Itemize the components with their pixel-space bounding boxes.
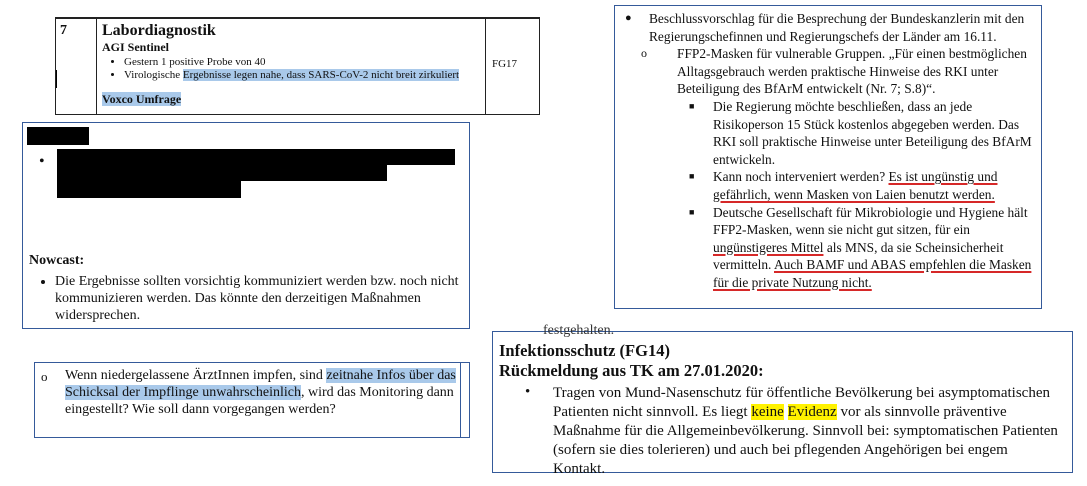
highlighted-text: zeitnahe Infos über das Schicksal der Impflinge unwahrscheinlich	[65, 368, 456, 400]
unit-code: FG17	[492, 58, 518, 70]
underlined-text: ungünstigeres Mittel	[713, 239, 824, 255]
excerpt-text	[625, 10, 1035, 292]
list-marker: o	[41, 369, 48, 384]
section-subheading: Rückmeldung aus TK am 27.01.2020:	[499, 361, 764, 380]
list-item	[625, 10, 1035, 45]
highlighted-text: Voxco Umfrage	[102, 92, 182, 106]
labordiagnostik-table-cell	[55, 17, 485, 115]
list-item: • Gestern 1 positive Probe von 40	[124, 56, 488, 69]
next-subsection-title	[102, 92, 488, 107]
bullet-dot: •	[525, 384, 531, 400]
text: Die Regierung möchte beschließen, dass an jede Risikoperson 15 Stück kostenlos abgegeben werden. Das RKI soll praktische Hinweise unter Beteiligung des BfArM entwickeln.	[713, 98, 1032, 167]
highlighted-text: Evidenz	[787, 404, 837, 420]
paragraph	[65, 367, 465, 418]
text: Wenn niedergelassene ÄrztInnen impfen, sind	[65, 368, 327, 383]
nowcast-heading: Nowcast:	[29, 253, 85, 268]
text: Kann noch interveniert werden?	[713, 169, 889, 185]
list-item	[124, 69, 488, 82]
text: , wird das Monitoring dann eingestellt? Wie soll dann vorgegangen werden?	[65, 385, 454, 417]
text: Virologische	[124, 69, 183, 81]
text: FFP2-Masken für vulnerable Gruppen. „Für einen bestmöglichen Alltagsgebrauch werden praktische Hinweise des RKI unter Beteiligung des BfArM entwickelt (Nr. 7; S.8)“.	[677, 46, 1027, 97]
list-item	[689, 168, 1035, 203]
square-bullet: ■	[689, 171, 695, 182]
underlined-text: Auch BAMF und ABAS empfehlen die Masken für die private Nutzung nicht.	[713, 257, 1032, 290]
list-marker: o	[641, 46, 647, 61]
row-number: 7	[60, 23, 67, 38]
column-edge	[460, 363, 461, 437]
section-heading: Infektionsschutz (FG14)	[499, 341, 670, 360]
redaction-bar	[57, 181, 241, 198]
bullet-list	[102, 56, 488, 82]
cut-off-text: festgehalten.	[543, 323, 615, 338]
text: vor als sinnvolle präventive Maßnahme für die Allgemeinbevölkerung. Sinnvoll bei: symptomatischen Patienten (sofern sie dies tolerieren) und auch bei pflegenden Angehörigen bei engem Kontakt.	[553, 404, 1058, 477]
impf-monitoring-excerpt	[34, 362, 470, 438]
square-bullet: ■	[689, 100, 695, 111]
subsection-title: AGI Sentinel	[102, 40, 170, 54]
text: Beschlussvorschlag für die Besprechung der Bundeskanzlerin mit den Regierungschefinnen und Regierungschefs der Länder am 16.11.	[649, 11, 1025, 44]
redaction-bar	[57, 165, 387, 181]
bullet-list	[27, 273, 485, 324]
highlighted-text: keine	[751, 404, 784, 420]
list-item	[689, 204, 1035, 292]
underlined-text: Es ist ungünstig und gefährlich, wenn Masken von Laien benutzt werden.	[713, 169, 998, 202]
table-content	[102, 21, 488, 107]
list-item	[689, 98, 1035, 168]
infektionsschutz-excerpt	[492, 323, 1073, 477]
text-cursor	[56, 70, 57, 88]
square-bullet: ■	[689, 206, 695, 217]
text: als MNS, da sie Scheinsicherheit vermitteln.	[713, 239, 1004, 273]
text: Tragen von Mund-Nasenschutz für öffentliche Bevölkerung bei asymptomatischen Patienten nicht sinnvoll. Es liegt	[553, 385, 1050, 420]
redaction-bar	[27, 127, 89, 145]
bullet-dot: ●	[625, 12, 632, 24]
list-item: • Die Ergebnisse sollten vorsichtig kommuniziert werden bzw. noch nicht kommunizieren werden. Das könnte den derzeitigen Maßnahmen widersprechen.	[55, 273, 485, 324]
column-divider	[96, 19, 97, 114]
highlighted-text: Ergebnisse legen nahe, dass SARS-CoV-2 nicht breit zirkuliert	[182, 69, 460, 81]
section-title: Labordiagnostik	[102, 22, 216, 39]
nowcast-excerpt	[22, 122, 470, 329]
bullet-dot: •	[39, 153, 45, 170]
list-item	[641, 45, 1035, 98]
paragraph	[553, 384, 1063, 479]
text: Deutsche Gesellschaft für Mikrobiologie und Hygiene hält FFP2-Masken, wenn sie nicht gut sitzen, für ein	[713, 204, 1028, 238]
beschlussvorschlag-excerpt	[614, 5, 1042, 309]
responsible-unit-cell	[485, 17, 540, 115]
redaction-bar	[57, 149, 455, 165]
